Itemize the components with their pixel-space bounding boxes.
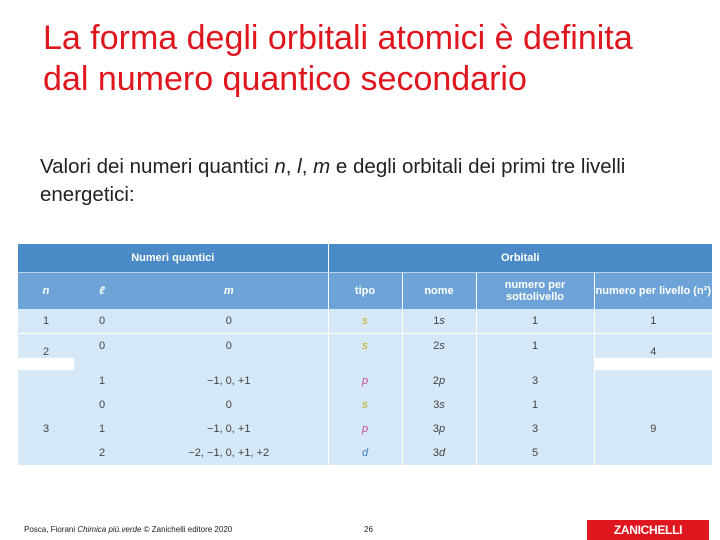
cell-numero-livello: [594, 370, 712, 394]
nome-number: 3: [432, 446, 439, 459]
cell-l: 0: [74, 393, 130, 417]
column-header-row: [18, 273, 712, 310]
cell-numero-sottolivello: 1: [476, 393, 594, 417]
cell-nome: [402, 309, 476, 333]
cell-tipo: s: [328, 393, 402, 417]
cell-n: [18, 393, 74, 417]
cell-nome: [402, 441, 476, 465]
cell-numero-livello: 4: [594, 346, 712, 358]
cell-tipo: d: [328, 441, 402, 465]
group-header-row: [18, 244, 712, 273]
cell-m: −2, −1, 0, +1, +2: [130, 441, 328, 465]
nome-number: 1: [433, 314, 440, 327]
cell-tipo: s: [328, 333, 402, 357]
cell-l: 2: [74, 441, 130, 465]
subtitle-prefix: Valori dei numeri quantici: [40, 155, 275, 178]
cell-nome: [402, 393, 476, 417]
subtitle-n: n: [274, 155, 286, 178]
table-row: [18, 309, 712, 333]
cell-tipo: [328, 358, 402, 370]
nome-number: 2: [432, 375, 439, 388]
cell-m: 0: [130, 309, 328, 333]
cell-m: [130, 358, 328, 370]
cell-nome: [402, 358, 476, 370]
col-header-l: ℓ: [74, 273, 130, 310]
slide-subtitle: [40, 153, 680, 209]
group-header-orbitali: Orbitali: [328, 244, 712, 273]
cell-m: −1, 0, +1: [130, 417, 328, 441]
footer-book: Chimica più.verde: [77, 525, 142, 534]
nome-subshell: p: [439, 423, 446, 436]
cell-numero-sottolivello: 1: [476, 333, 594, 357]
cell-n: 3: [18, 417, 74, 441]
cell-numero-sottolivello: 5: [476, 441, 594, 465]
subtitle-suffix: e degli orbitali dei primi tre livelli energetici:: [40, 155, 626, 206]
cell-l: 1: [74, 370, 130, 394]
cell-tipo: p: [328, 370, 402, 394]
cell-numero-livello: 9: [594, 417, 712, 441]
cell-nome: [402, 333, 476, 357]
footer-credit: [24, 525, 232, 534]
cell-tipo: p: [328, 417, 402, 441]
cell-nome: [402, 417, 476, 441]
nome-subshell: s: [439, 339, 445, 352]
subtitle-m: m: [313, 155, 331, 178]
cell-numero-livello: 1: [594, 309, 712, 333]
nome-number: 2: [433, 339, 440, 352]
col-header-nome: nome: [402, 273, 476, 310]
table-row: [18, 358, 712, 370]
nome-subshell: s: [439, 399, 445, 412]
cell-m: 0: [130, 333, 328, 357]
quantum-numbers-table: [18, 244, 712, 465]
cell-numero-sottolivello: 3: [476, 417, 594, 441]
page-number: 26: [364, 525, 373, 534]
table-row: [18, 441, 712, 465]
col-header-m: m: [130, 273, 328, 310]
col-header-n: n: [18, 273, 74, 310]
cell-n: 1: [18, 309, 74, 333]
nome-subshell: s: [439, 314, 445, 327]
col-header-tipo: tipo: [328, 273, 402, 310]
cell-n: [18, 441, 74, 465]
cell-n: 2: [18, 346, 74, 358]
cell-numero-livello: [594, 393, 712, 417]
cell-numero-sottolivello: 1: [476, 309, 594, 333]
cell-m: −1, 0, +1: [130, 370, 328, 394]
subtitle-sep1: ,: [285, 155, 298, 178]
footer-authors: Posca, Fiorani: [24, 525, 78, 534]
cell-l: 0: [74, 333, 130, 357]
cell-m: 0: [130, 393, 328, 417]
group-header-numeri-quantici: Numeri quantici: [18, 244, 328, 273]
table-row: [18, 370, 712, 394]
cell-l: 1: [74, 417, 130, 441]
cell-tipo: s: [328, 309, 402, 333]
cell-numero-livello: [594, 441, 712, 465]
subtitle-sep2: ,: [301, 155, 314, 178]
table-row: [18, 417, 712, 441]
quantum-numbers-table-container: [18, 244, 712, 465]
col-header-numero-sottolivello: numero per sottolivello: [476, 273, 594, 310]
table-row: [18, 393, 712, 417]
nome-subshell: p: [439, 375, 446, 388]
cell-l: [74, 358, 130, 370]
cell-numero-sottolivello: 3: [476, 370, 594, 394]
cell-n: [18, 370, 74, 394]
table-body: [18, 309, 712, 465]
nome-subshell: d: [439, 446, 446, 459]
slide-title: La forma degli orbitali atomici è definita dal numero quantico secondario: [43, 19, 633, 98]
cell-numero-sottolivello: [476, 358, 594, 370]
col-header-numero-livello: numero per livello (n²): [594, 273, 712, 310]
subtitle-l: l: [297, 155, 302, 178]
cell-l: 0: [74, 309, 130, 333]
footer-publisher: © Zanichelli editore 2020: [141, 525, 233, 534]
cell-nome: [402, 370, 476, 394]
zanichelli-logo: ZANICHELLI: [587, 520, 709, 540]
nome-number: 3: [432, 423, 439, 436]
nome-number: 3: [433, 399, 440, 412]
